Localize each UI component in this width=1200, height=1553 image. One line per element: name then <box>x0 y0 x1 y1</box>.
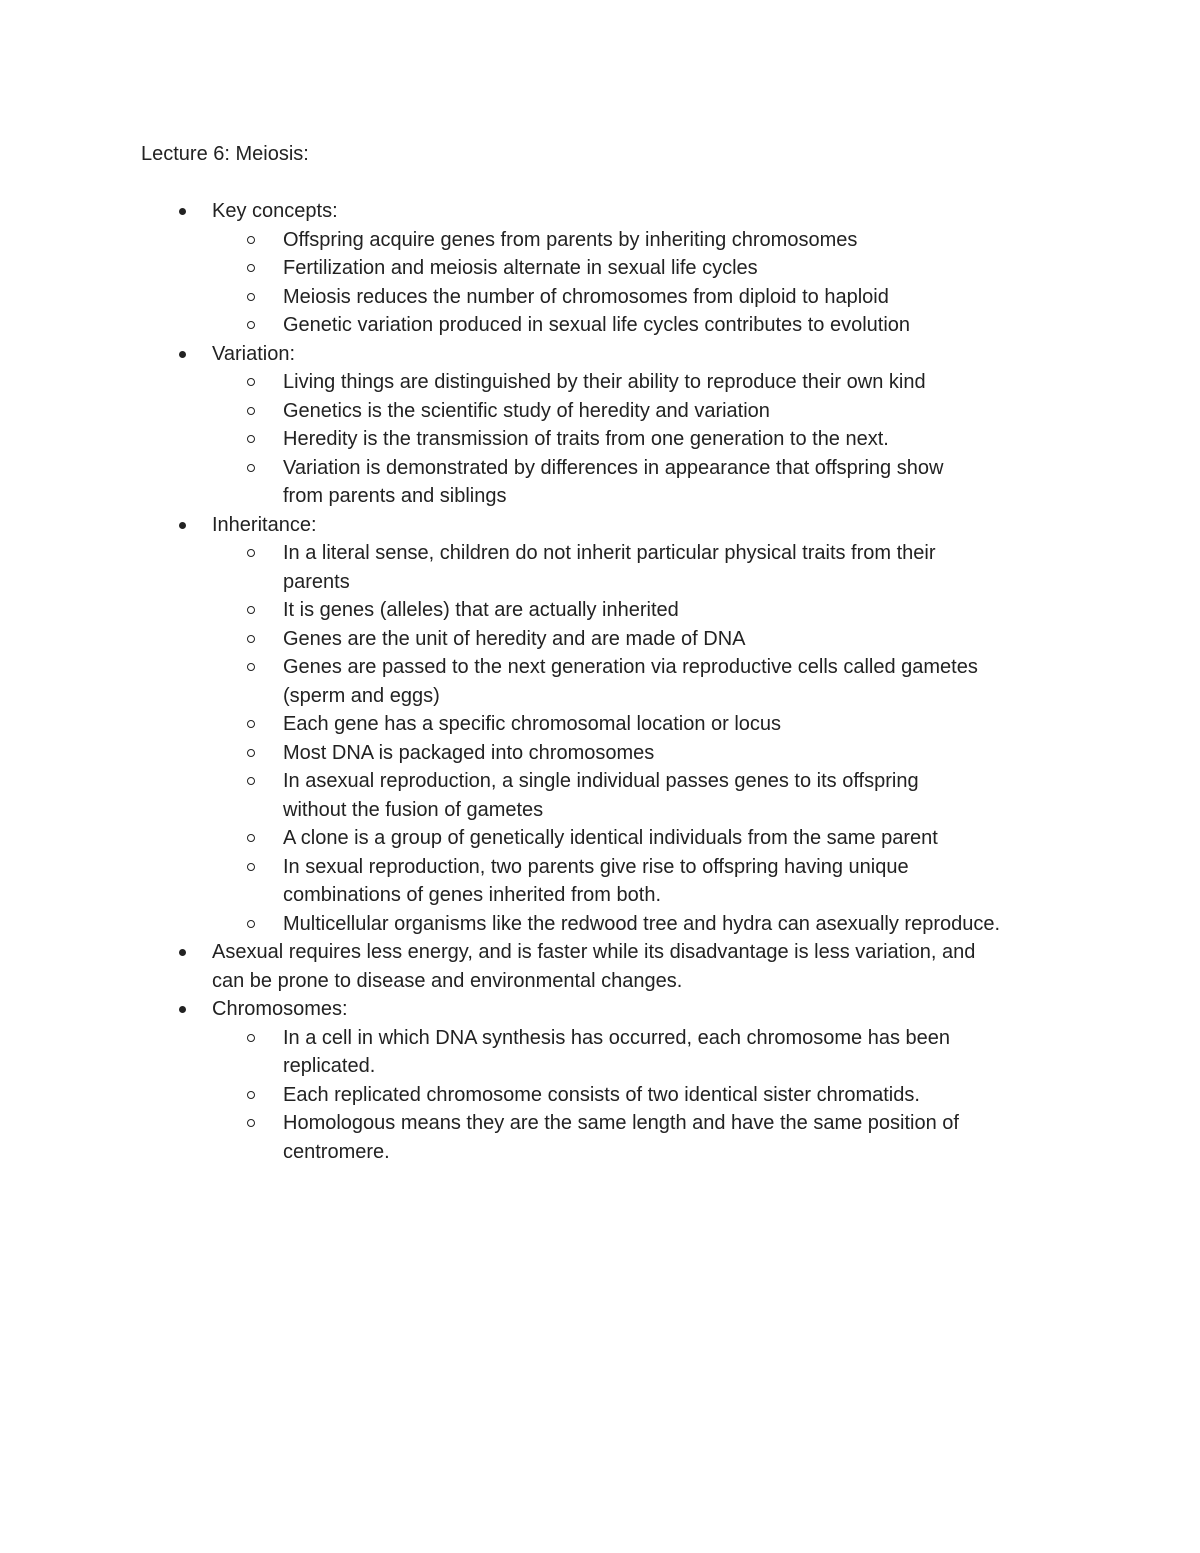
hollow-bullet-icon <box>247 378 255 386</box>
hollow-bullet-icon <box>247 749 255 757</box>
sub-list-item <box>212 454 983 511</box>
sub-item-text: Genes are the unit of heredity and are made of DNA <box>283 627 746 650</box>
section-label: Variation: <box>212 342 296 365</box>
sub-list <box>212 1024 1081 1167</box>
sub-item-text: A clone is a group of genetically identical individuals from the same parent <box>283 827 938 849</box>
sub-item-text: Genetic variation produced in sexual life cycles contributes to evolution <box>283 314 911 336</box>
sub-item-text: In a literal sense, children do not inherit particular physical traits from their parents <box>283 542 936 593</box>
sub-item-text: Meiosis reduces the number of chromosomes from diploid to haploid <box>283 285 889 308</box>
hollow-bullet-icon <box>247 1091 255 1099</box>
sub-list-item <box>212 425 983 454</box>
section-label: Chromosomes: <box>212 998 348 1020</box>
sub-list-item <box>212 539 983 596</box>
hollow-bullet-icon <box>247 920 255 928</box>
sub-list-item <box>212 368 983 397</box>
hollow-bullet-icon <box>247 407 255 415</box>
sub-item-text: Variation is demonstrated by differences in appearance that offspring show from parents and siblings <box>283 456 944 507</box>
filled-bullet-icon <box>179 208 186 215</box>
hollow-bullet-icon <box>247 435 255 443</box>
sub-list-item <box>212 625 983 654</box>
hollow-bullet-icon <box>247 863 255 871</box>
sub-list-item <box>212 226 983 255</box>
sub-list-item <box>212 710 983 739</box>
outline-list <box>141 197 1081 1166</box>
hollow-bullet-icon <box>247 236 255 244</box>
sub-list <box>212 539 1081 938</box>
sub-list-item <box>212 254 983 283</box>
sub-item-text: In a cell in which DNA synthesis has occurred, each chromosome has been replicated. <box>283 1026 951 1077</box>
list-item <box>141 340 1081 511</box>
sub-item-text: In asexual reproduction, a single individual passes genes to its offspring without the fusion of gametes <box>283 770 919 821</box>
filled-bullet-icon <box>179 949 186 956</box>
hollow-bullet-icon <box>247 549 255 557</box>
hollow-bullet-icon <box>247 293 255 301</box>
sub-item-text: Most DNA is packaged into chromosomes <box>283 741 655 764</box>
sub-list-item <box>212 767 983 824</box>
sub-list <box>212 368 1081 511</box>
sub-list-item <box>212 397 983 426</box>
section-label: Key concepts: <box>212 200 338 222</box>
hollow-bullet-icon <box>247 1034 255 1042</box>
hollow-bullet-icon <box>247 635 255 643</box>
sub-list-item <box>212 1081 983 1110</box>
hollow-bullet-icon <box>247 1119 255 1127</box>
list-item <box>141 197 1081 340</box>
list-item <box>141 938 982 995</box>
hollow-bullet-icon <box>247 321 255 329</box>
page-title: Lecture 6: Meiosis: <box>141 143 309 165</box>
sub-list-item <box>212 283 983 312</box>
sub-item-text: Each gene has a specific chromosomal location or locus <box>283 713 782 735</box>
hollow-bullet-icon <box>247 663 255 671</box>
hollow-bullet-icon <box>247 464 255 472</box>
sub-item-text: Multicellular organisms like the redwood tree and hydra can asexually reproduce. <box>283 912 1001 935</box>
hollow-bullet-icon <box>247 606 255 614</box>
hollow-bullet-icon <box>247 264 255 272</box>
sub-item-text: Fertilization and meiosis alternate in sexual life cycles <box>283 257 758 279</box>
sub-item-text: It is genes (alleles) that are actually inherited <box>283 599 679 621</box>
sub-list-item <box>212 653 983 710</box>
filled-bullet-icon <box>179 1006 186 1013</box>
list-item <box>141 511 1081 939</box>
section-label: Inheritance: <box>212 513 317 536</box>
sub-list-item <box>212 824 983 853</box>
filled-bullet-icon <box>179 351 186 358</box>
document-page <box>141 140 1081 1166</box>
sub-list-item <box>212 1024 983 1081</box>
sub-item-text: Heredity is the transmission of traits from one generation to the next. <box>283 428 889 450</box>
hollow-bullet-icon <box>247 834 255 842</box>
sub-item-text: Genes are passed to the next generation via reproductive cells called gametes (sperm and eggs) <box>283 656 978 707</box>
sub-list-item <box>212 311 983 340</box>
sub-list-item <box>212 1109 983 1166</box>
sub-item-text: Genetics is the scientific study of heredity and variation <box>283 399 770 422</box>
sub-list-item <box>212 739 983 768</box>
sub-item-text: Each replicated chromosome consists of two identical sister chromatids. <box>283 1083 920 1106</box>
sub-list <box>212 226 1081 340</box>
sub-item-text: Offspring acquire genes from parents by inheriting chromosomes <box>283 228 858 251</box>
hollow-bullet-icon <box>247 720 255 728</box>
sub-list-item <box>212 596 983 625</box>
sub-list-item <box>212 910 1073 939</box>
sub-list-item <box>212 853 983 910</box>
filled-bullet-icon <box>179 522 186 529</box>
sub-item-text: Homologous means they are the same length and have the same position of centromere. <box>283 1112 959 1163</box>
sub-item-text: In sexual reproduction, two parents give rise to offspring having unique combinations of genes inherited from both. <box>283 855 909 906</box>
section-label: Asexual requires less energy, and is faster while its disadvantage is less variation, and can be prone to disease and environmental changes. <box>212 941 976 992</box>
hollow-bullet-icon <box>247 777 255 785</box>
sub-item-text: Living things are distinguished by their ability to reproduce their own kind <box>283 371 926 393</box>
list-item <box>141 995 1081 1166</box>
